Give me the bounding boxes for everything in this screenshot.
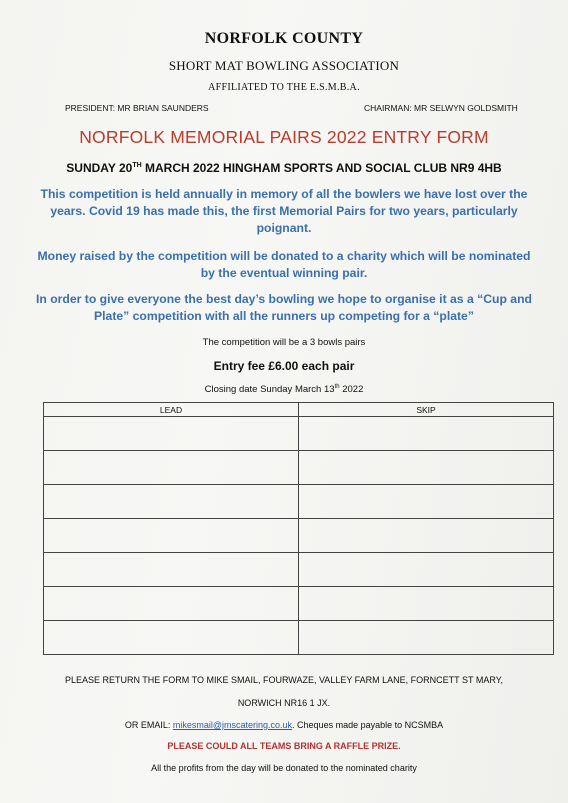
table-row: [44, 553, 554, 587]
table-header-row: [44, 403, 554, 417]
skip-cell[interactable]: [299, 485, 554, 519]
entry-fee: Entry fee £6.00 each pair: [213, 359, 355, 373]
lead-cell[interactable]: [44, 519, 299, 553]
charity-paragraph: Money raised by the competition will be donated to a charity which will be nominated by the eventual winning pair.: [37, 249, 531, 280]
skip-cell[interactable]: [299, 553, 554, 587]
format-note: The competition will be a 3 bowls pairs: [202, 337, 366, 348]
event-rest: MARCH 2022 HINGHAM SPORTS AND SOCIAL CLUB NR9 4HB: [141, 161, 502, 175]
email-line: OR EMAIL: mikesmail@jmscatering.co.uk. Cheques made payable to NCSMBA: [124, 720, 444, 730]
event-day-suffix: TH: [132, 162, 142, 169]
association-heading: SHORT MAT BOWLING ASSOCIATION: [168, 58, 400, 73]
affiliation-line: AFFILIATED TO THE E.S.M.B.A.: [208, 82, 360, 93]
profits-note: All the profits from the day will be donated to the nominated charity: [151, 763, 417, 773]
chairman-line: CHAIRMAN: MR SELWYN GOLDSMITH: [364, 103, 518, 113]
skip-column-header: SKIP: [299, 403, 554, 417]
president-line: PRESIDENT: MR BRIAN SAUNDERS: [65, 103, 209, 113]
skip-cell[interactable]: [299, 417, 554, 451]
raffle-notice: PLEASE COULD ALL TEAMS BRING A RAFFLE PRIZE.: [167, 741, 401, 751]
skip-cell[interactable]: [299, 621, 554, 655]
lead-cell[interactable]: [44, 451, 299, 485]
lead-cell[interactable]: [44, 417, 299, 451]
format-paragraph: In order to give everyone the best day’s bowling we hope to organise it as a “Cup and Plate” competition with all the runners up competing for a “plate”: [36, 292, 532, 323]
entry-table: [43, 402, 554, 655]
form-title: NORFOLK MEMORIAL PAIRS 2022 ENTRY FORM: [79, 127, 489, 147]
table-row: [44, 485, 554, 519]
memorial-paragraph: This competition is held annually in memory of all the bowlers we have lost over the years. Covid 19 has made this, the first Memorial Pairs for two years, particularly poignant.: [40, 187, 528, 235]
lead-cell[interactable]: [44, 485, 299, 519]
closing-date: Closing date Sunday March 13th 2022: [204, 384, 364, 396]
skip-cell[interactable]: [299, 451, 554, 485]
event-day: SUNDAY 20: [66, 161, 133, 175]
lead-column-header: LEAD: [44, 403, 299, 417]
lead-cell[interactable]: [44, 553, 299, 587]
return-address-line2: NORWICH NR16 1 JX.: [237, 698, 331, 708]
table-row: [44, 417, 554, 451]
lead-cell[interactable]: [44, 587, 299, 621]
table-row: [44, 587, 554, 621]
table-row: [44, 451, 554, 485]
table-row: [44, 621, 554, 655]
skip-cell[interactable]: [299, 587, 554, 621]
lead-cell[interactable]: [44, 621, 299, 655]
email-link[interactable]: mikesmail@jmscatering.co.uk: [172, 720, 293, 730]
return-address-line1: PLEASE RETURN THE FORM TO MIKE SMAIL, FOURWAZE, VALLEY FARM LANE, FORNCETT ST MARY,: [64, 675, 504, 685]
table-row: [44, 519, 554, 553]
event-date-venue: [0, 161, 568, 175]
county-heading: NORFOLK COUNTY: [204, 30, 364, 47]
skip-cell[interactable]: [299, 519, 554, 553]
